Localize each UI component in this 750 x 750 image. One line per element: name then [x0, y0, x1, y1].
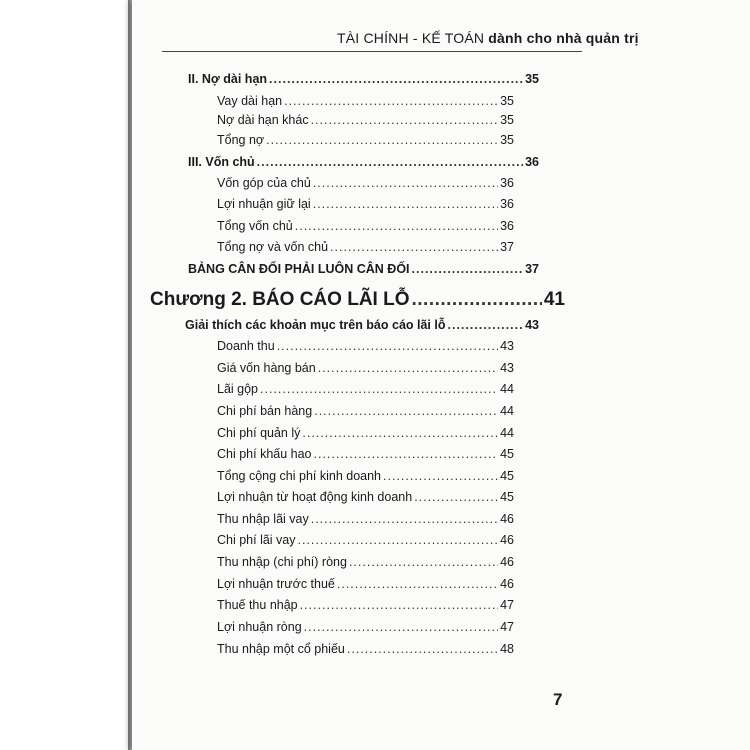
toc-entry[interactable] — [217, 361, 514, 375]
toc-page: 35 — [500, 133, 514, 147]
toc-page: 43 — [500, 361, 514, 375]
toc-title: Chi phí lãi vay — [217, 533, 296, 547]
dot-leader — [311, 113, 499, 127]
toc-entry[interactable] — [217, 598, 514, 612]
toc-page: 36 — [525, 155, 539, 169]
toc-page: 37 — [500, 240, 514, 254]
dot-leader — [330, 240, 498, 254]
toc-page: 43 — [525, 318, 539, 332]
toc-page: 35 — [500, 113, 514, 127]
toc-entry[interactable] — [188, 262, 539, 276]
toc-entry[interactable] — [217, 533, 514, 547]
toc-entry[interactable] — [217, 490, 514, 504]
toc-page: 46 — [500, 577, 514, 591]
toc-title: Lợi nhuận ròng — [217, 620, 302, 634]
toc-title: Chi phí bán hàng — [217, 404, 313, 418]
dot-leader — [412, 262, 524, 276]
toc-entry[interactable] — [217, 240, 514, 254]
toc-title: Tổng nợ — [217, 133, 265, 147]
toc-entry[interactable] — [188, 155, 539, 169]
toc-entry[interactable] — [217, 620, 514, 634]
toc-page: 45 — [500, 469, 514, 483]
toc-page: 45 — [500, 447, 514, 461]
toc-page: 44 — [500, 382, 514, 396]
toc-title: Lợi nhuận từ hoạt động kinh doanh — [217, 490, 413, 504]
dot-leader — [295, 219, 498, 233]
toc-page: 35 — [525, 72, 539, 86]
toc-entry[interactable] — [217, 512, 514, 526]
toc-entry[interactable] — [188, 72, 539, 86]
toc-entry[interactable] — [217, 642, 514, 656]
toc-page: 45 — [500, 490, 514, 504]
running-head — [337, 30, 639, 46]
dot-leader — [300, 598, 498, 612]
toc-title: Tổng cộng chi phí kinh doanh — [217, 469, 382, 483]
toc-entry[interactable] — [217, 197, 514, 211]
toc-title: Lãi gộp — [217, 382, 259, 396]
toc-entry[interactable] — [217, 555, 514, 569]
dot-leader — [313, 176, 498, 190]
header-rule — [162, 51, 582, 52]
toc-entry[interactable] — [217, 219, 514, 233]
toc-entry[interactable] — [217, 133, 514, 147]
toc-title: Nợ dài hạn khác — [217, 113, 309, 127]
toc-title: Lợi nhuận giữ lại — [217, 197, 311, 211]
toc-title: Vốn góp của chủ — [217, 176, 311, 190]
dot-leader — [257, 155, 523, 169]
toc-page: 36 — [500, 176, 514, 190]
toc-page: 46 — [500, 512, 514, 526]
dot-leader — [313, 197, 498, 211]
toc-page: 43 — [500, 339, 514, 353]
toc-entry[interactable] — [217, 404, 514, 418]
toc-title: Tổng nợ và vốn chủ — [217, 240, 329, 254]
toc-title: BẢNG CÂN ĐỐI PHẢI LUÔN CÂN ĐỐI — [188, 262, 410, 276]
dot-leader — [347, 642, 498, 656]
toc-page: 41 — [543, 289, 565, 310]
toc-entry[interactable] — [217, 469, 514, 483]
toc-title: Thuế thu nhập — [217, 598, 298, 612]
dot-leader — [269, 72, 523, 86]
toc-entry[interactable] — [217, 447, 514, 461]
dot-leader — [298, 533, 499, 547]
toc-page: 46 — [500, 533, 514, 547]
toc-entry[interactable] — [217, 94, 514, 108]
dot-leader — [414, 490, 498, 504]
toc-title: Thu nhập lãi vay — [217, 512, 309, 526]
dot-leader — [349, 555, 498, 569]
toc-page: 48 — [500, 642, 514, 656]
dot-leader — [277, 339, 498, 353]
dot-leader — [411, 289, 541, 311]
toc-title: Doanh thu — [217, 339, 275, 353]
toc-page: 47 — [500, 620, 514, 634]
dot-leader — [260, 382, 498, 396]
toc-entry[interactable] — [217, 382, 514, 396]
toc-entry[interactable] — [217, 577, 514, 591]
dot-leader — [284, 94, 498, 108]
toc-title: Thu nhập một cổ phiếu — [217, 642, 345, 656]
toc-title: II. Nợ dài hạn — [188, 72, 268, 86]
toc-chapter-entry[interactable] — [150, 289, 565, 311]
toc-entry[interactable] — [217, 339, 514, 353]
toc-page: 47 — [500, 598, 514, 612]
dot-leader — [304, 620, 498, 634]
toc-title: Vay dài hạn — [217, 94, 283, 108]
toc-page: 44 — [500, 426, 514, 440]
running-head-bold: dành cho nhà quản trị — [488, 30, 639, 46]
toc-title: Giá vốn hàng bán — [217, 361, 316, 375]
toc-entry[interactable] — [217, 426, 514, 440]
toc-entry[interactable] — [217, 113, 514, 127]
dot-leader — [337, 577, 498, 591]
toc-title: Chi phí khấu hao — [217, 447, 312, 461]
toc-title: Lợi nhuận trước thuế — [217, 577, 335, 591]
toc-page: 44 — [500, 404, 514, 418]
dot-leader — [302, 426, 498, 440]
toc-page: 46 — [500, 555, 514, 569]
toc-title: III. Vốn chủ — [188, 155, 255, 169]
toc-title: Giải thích các khoản mục trên báo cáo lãi lỗ — [185, 318, 446, 332]
toc-title: Chương 2. BÁO CÁO LÃI LỖ — [150, 289, 410, 310]
dot-leader — [314, 447, 499, 461]
dot-leader — [266, 133, 498, 147]
toc-page: 36 — [500, 219, 514, 233]
page-number: 7 — [553, 690, 563, 709]
toc-page: 36 — [500, 197, 514, 211]
dot-leader — [314, 404, 498, 418]
dot-leader — [383, 469, 498, 483]
dot-leader — [318, 361, 498, 375]
toc-title: Tổng vốn chủ — [217, 219, 293, 233]
toc-entry[interactable] — [217, 176, 514, 190]
toc-title: Chi phí quản lý — [217, 426, 301, 440]
dot-leader — [311, 512, 498, 526]
toc-entry[interactable] — [185, 318, 539, 332]
toc-page: 37 — [525, 262, 539, 276]
dot-leader — [448, 318, 524, 332]
toc-page: 35 — [500, 94, 514, 108]
toc-title: Thu nhập (chi phí) ròng — [217, 555, 347, 569]
running-head-normal: TÀI CHÍNH - KẾ TOÁN — [337, 30, 485, 46]
